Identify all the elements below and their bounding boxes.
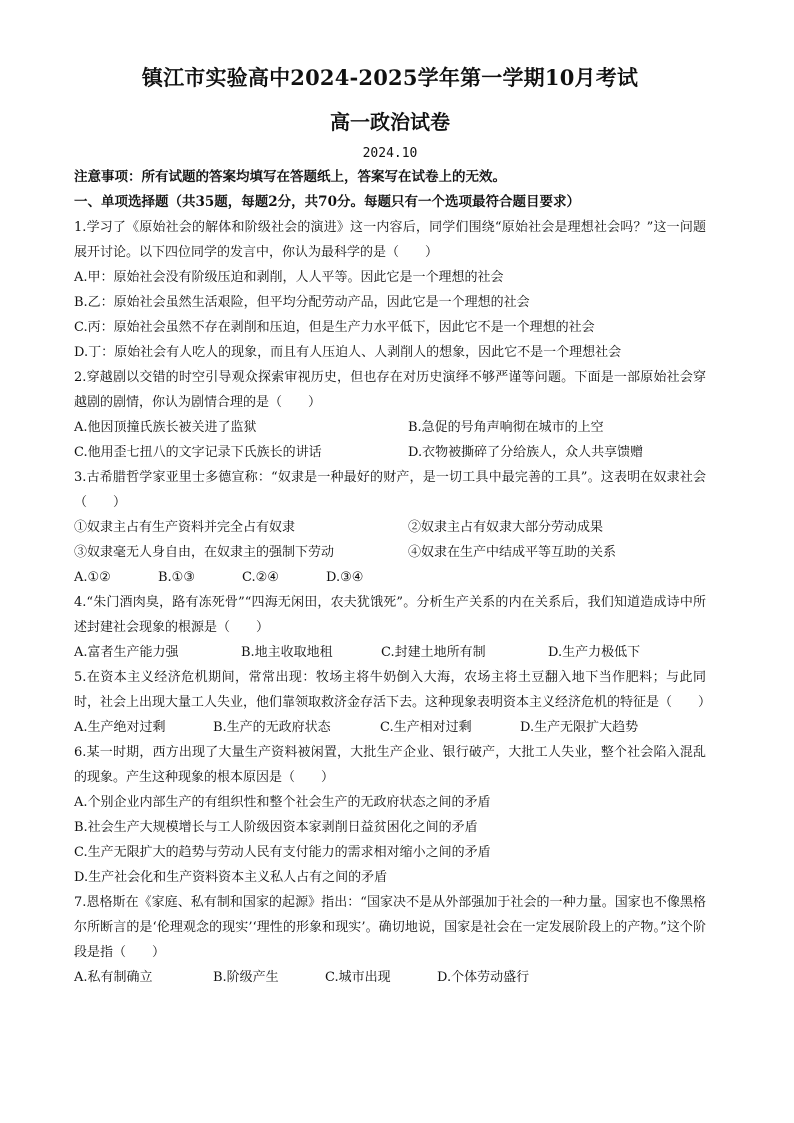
option-c: C.封建土地所有制: [381, 645, 486, 660]
question-7: [74, 890, 706, 990]
option-c: C.他用歪七扭八的文字记录下氏族长的讲话: [74, 445, 322, 460]
option-b: B.生产的无政府状态: [213, 720, 331, 735]
option-a: A.私有制确立: [74, 970, 153, 985]
question-stem: 5.在资本主义经济危机期间，常常出现：牧场主将牛奶倒入大海，农场主将土豆翻入地下当作肥料；与此同时，社会上出现大量工人失业，他们靠领取救济金存活下去。这种现象表明资本主义经济危机的特征是（ ）: [74, 670, 712, 710]
statement-3: ③奴隶毫无人身自由，在奴隶主的强制下劳动: [74, 545, 335, 560]
option-d: D.个体劳动盛行: [437, 970, 530, 985]
question-stem: 2.穿越剧以交错的时空引导观众探索审视历史，但也存在对历史演绎不够严谨等问题。下面是一部原始社会穿越剧的剧情，你认为剧情合理的是（ ）: [74, 370, 706, 410]
option-d: D.丁：原始社会有人吃人的现象，而且有人压迫人、人剥削人的想象，因此它不是一个理想社会: [74, 345, 622, 360]
question-stem: 3.古希腊哲学家亚里士多德宣称：“奴隶是一种最好的财产，是一切工具中最完善的工具”。这表明在奴隶社会（ ）: [74, 470, 706, 510]
option-a: A.甲：原始社会没有阶级压迫和剥削，人人平等。因此它是一个理想的社会: [74, 270, 504, 285]
question-stem: 6.某一时期，西方出现了大量生产资料被闲置，大批生产企业、银行破产，大批工人失业，整个社会陷入混乱的现象。产生这种现象的根本原因是（ ）: [74, 745, 706, 785]
option-row: [74, 965, 706, 990]
option-c: C.②④: [242, 570, 279, 585]
option-b: B.阶级产生: [213, 970, 279, 985]
option-b: B.地主收取地租: [241, 645, 333, 660]
option-row: [74, 565, 706, 590]
option-c: C.丙：原始社会虽然不存在剥削和压迫，但是生产力水平低下，因此它不是一个理想的社会: [74, 320, 595, 335]
option-a: A.富者生产能力强: [74, 645, 179, 660]
option-d: D.生产力极低下: [548, 645, 641, 660]
option-row: [74, 440, 706, 465]
option-d: D.生产社会化和生产资料资本主义私人占有之间的矛盾: [74, 870, 388, 885]
option-row: [74, 715, 706, 740]
exam-title: 镇江市实验高中2024-2025学年第一学期10月考试: [141, 65, 639, 90]
option-b: B.急促的号角声响彻在城市的上空: [408, 420, 604, 435]
question-stem: 1.学习了《原始社会的解体和阶级社会的演进》这一内容后，同学们围绕“原始社会是理想社会吗？”这一问题展开讨论。以下四位同学的发言中，你认为最科学的是（ ）: [74, 220, 706, 260]
question-4: [74, 590, 706, 665]
option-a: A.①②: [74, 570, 111, 585]
option-a: A.个别企业内部生产的有组织性和整个社会生产的无政府状态之间的矛盾: [74, 795, 491, 810]
option-c: C.生产无限扩大的趋势与劳动人民有支付能力的需求相对缩小之间的矛盾: [74, 845, 491, 860]
option-a: A.生产绝对过剩: [74, 720, 166, 735]
statement-row: [74, 540, 706, 565]
question-6: [74, 740, 706, 890]
option-d: D.生产无限扩大趋势: [520, 720, 639, 735]
option-b: B.社会生产大规模增长与工人阶级因资本家剥削日益贫困化之间的矛盾: [74, 820, 478, 835]
question-stem: 7.恩格斯在《家庭、私有制和国家的起源》指出：“国家决不是从外部强加于社会的一种力量。国家也不像黑格尔所断言的是‘伦理观念的现实’‘理性的形象和现实’。确切地说，国家是社会在一定发展阶段上的产物。”这个阶段是指（ ）: [74, 895, 706, 960]
option-b: B.①③: [158, 570, 195, 585]
exam-date: 2024.10: [362, 146, 418, 161]
question-1: [74, 215, 706, 365]
exam-subtitle: 高一政治试卷: [330, 110, 450, 134]
option-d: D.③④: [326, 570, 364, 585]
notice: 注意事项：所有试题的答案均填写在答题纸上，答案写在试卷上的无效。: [74, 169, 506, 185]
option-c: C.城市出现: [325, 970, 391, 985]
question-2: [74, 365, 706, 465]
question-stem: 4.“朱门酒肉臭，路有冻死骨”“四海无闲田，农夫犹饿死”。分析生产关系的内在关系后，我们知道造成诗中所述封建社会现象的根源是（ ）: [74, 595, 706, 635]
statement-2: ②奴隶主占有奴隶大部分劳动成果: [408, 520, 604, 535]
option-d: D.衣物被撕碎了分给族人，众人共享馈赠: [408, 445, 644, 460]
option-row: [74, 640, 706, 665]
question-3: [74, 465, 706, 590]
statement-row: [74, 515, 706, 540]
option-a: A.他因顶撞氏族长被关进了监狱: [74, 420, 257, 435]
option-c: C.生产相对过剩: [380, 720, 472, 735]
statement-4: ④奴隶在生产中结成平等互助的关系: [408, 545, 617, 560]
statement-1: ①奴隶主占有生产资料并完全占有奴隶: [74, 520, 296, 535]
option-row: [74, 415, 706, 440]
option-b: B.乙：原始社会虽然生活艰险，但平均分配劳动产品，因此它是一个理想的社会: [74, 295, 530, 310]
section-heading: 一、单项选择题（共35题，每题2分，共70分。每题只有一个选项最符合题目要求）: [74, 194, 580, 210]
question-5: [74, 665, 712, 740]
